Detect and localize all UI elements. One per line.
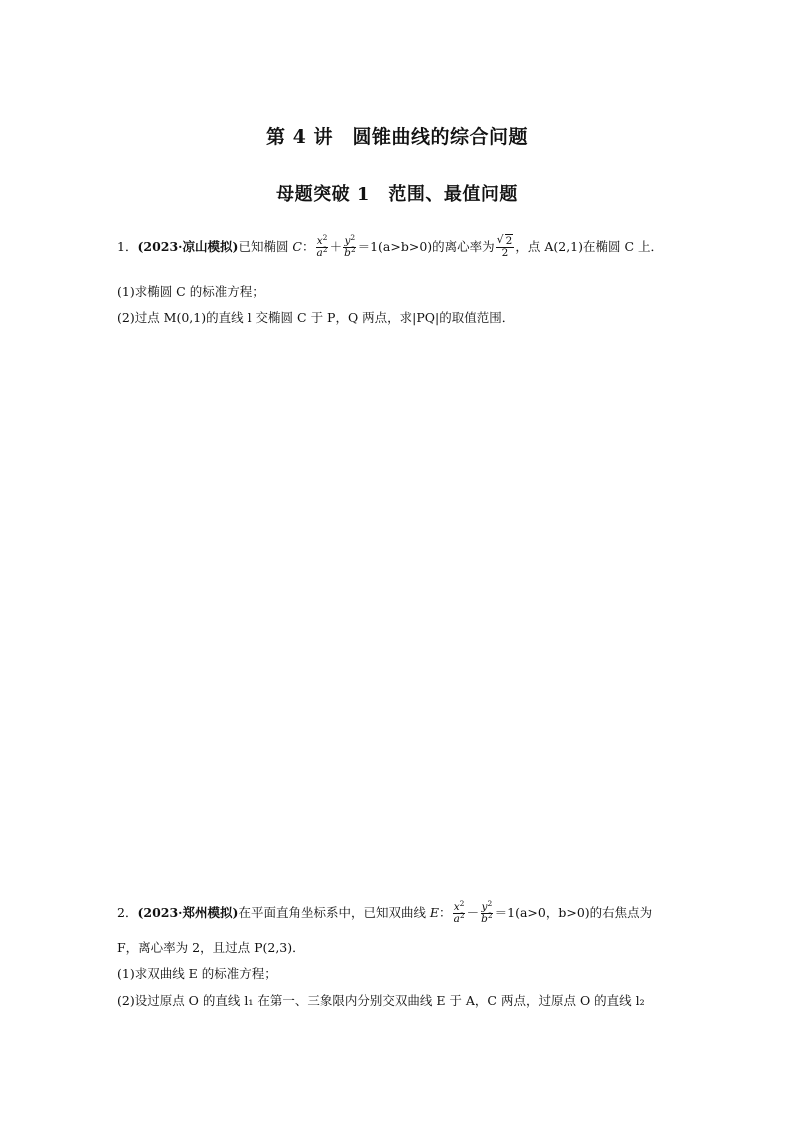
problem-1-source: (2023·凉山模拟) [137,239,239,254]
problem-1-number: 1． [117,239,138,254]
ellipse-equation-rhs: ＝1(a>b>0) [357,239,433,254]
eccentricity-fraction: √ 2 2 [496,233,513,259]
subtitle: 母题突破 1 范围、最值问题 [276,184,518,205]
problem-2-source: (2023·郑州模拟) [137,905,239,920]
hyperbola-equation-rhs: ＝1(a>0，b>0) [494,905,590,920]
problem-2-part-1: (1)求双曲线 E 的标准方程； [117,966,277,981]
problem-2-line-2: F，离心率为 2，且过点 P(2,3)． [117,940,305,955]
ellipse-y-term: $\frac{y^2}{b^2}$ [344,233,356,259]
ellipse-x-term: $\frac{x^2}{a^2}$ [316,233,328,259]
problem-2-number: 2． [117,905,138,920]
problem-1-part-2: (2)过点 M(0,1)的直线 l 交椭圆 C 于 P，Q 两点，求|PQ|的取值范围． [117,310,515,325]
problem-1-stem: 1．(2023·凉山模拟)已知椭圆 C： $\frac{x^2}{a^2}$ ＋ $\frac{y^2}{b^2}$ ＝1(a>b>0)的离心率为 √ 2 2 ，点 A(2,1)在椭圆 C 上． [117,233,664,259]
hyperbola-y-term: $\frac{y^2}{b^2}$ [481,899,493,925]
main-title: 第 4 讲 圆锥曲线的综合问题 [266,126,528,148]
problem-2-stem: 2．(2023·郑州模拟)在平面直角坐标系中，已知双曲线 E： $\frac{x^2}{a^2}$ － $\frac{y^2}{b^2}$ ＝1(a>0，b>0)的右焦点为 [117,899,653,925]
problem-1-part-1: (1)求椭圆 C 的标准方程； [117,284,265,299]
problem-2-part-2: (2)设过原点 O 的直线 l₁ 在第一、三象限内分别交双曲线 E 于 A，C 两点，过原点 O 的直线 l₂ [117,993,645,1008]
hyperbola-x-term: $\frac{x^2}{a^2}$ [453,899,465,925]
